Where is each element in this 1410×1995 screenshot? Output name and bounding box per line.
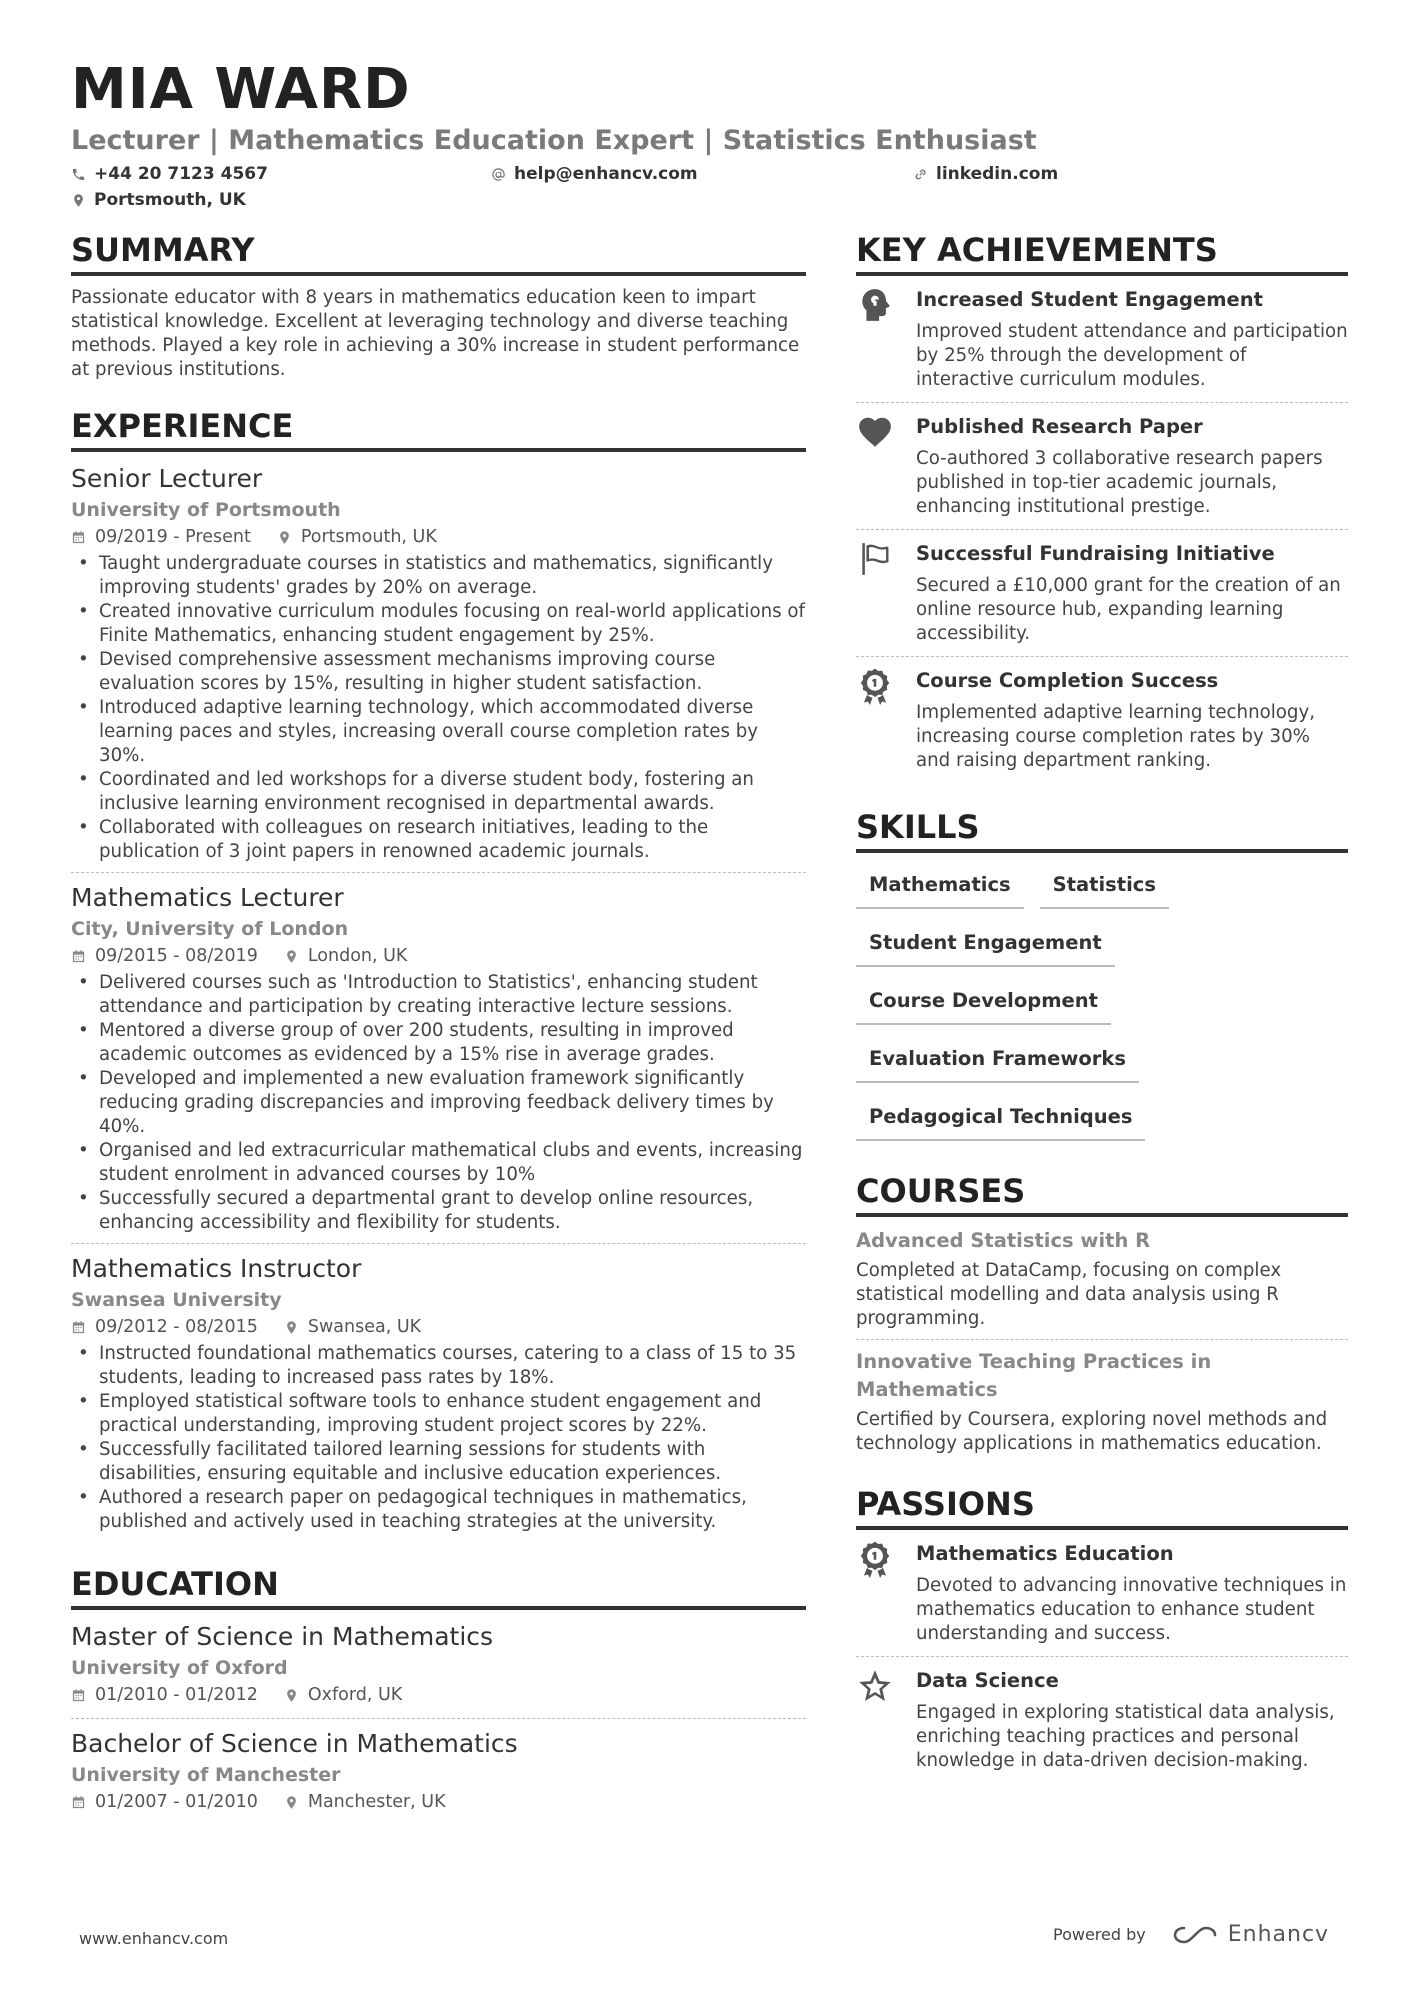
skills-list bbox=[856, 863, 1348, 1141]
achievement-desc: Improved student attendance and participation by 25% through the development of interactive curriculum modules. bbox=[916, 321, 1348, 390]
job-dates bbox=[71, 1314, 258, 1340]
passion-title: Data Science bbox=[916, 1669, 1059, 1692]
passion-desc: Devoted to advancing innovative techniques in mathematics education to enhance student understanding and success. bbox=[916, 1575, 1347, 1644]
bullet-item: • Devised comprehensive assessment mechanisms improving course evaluation scores by 15%, resulting in higher student satisfaction. bbox=[71, 648, 806, 696]
bullet-item: • Developed and implemented a new evaluation framework significantly reducing grading discrepancies and improving feedback delivery times by 40%. bbox=[71, 1067, 806, 1139]
education-location-text: Oxford, UK bbox=[307, 1685, 403, 1705]
passion-item bbox=[856, 1657, 1348, 1783]
summary-section bbox=[71, 228, 806, 382]
course-title: Innovative Teaching Practices in Mathematics bbox=[856, 1350, 1212, 1401]
bullet-item: • Employed statistical software tools to enhance student engagement and practical understanding, improving student project scores by 22%. bbox=[71, 1390, 806, 1438]
skill-tag: Student Engagement bbox=[856, 925, 1115, 967]
achievement-title: Successful Fundraising Initiative bbox=[916, 542, 1275, 565]
skill-tag: Mathematics bbox=[856, 867, 1024, 909]
job-role: Senior Lecturer bbox=[71, 464, 263, 493]
calendar-icon bbox=[71, 530, 86, 545]
skill-tag: Evaluation Frameworks bbox=[856, 1041, 1139, 1083]
bullet-item: • Created innovative curriculum modules focusing on real-world applications of Finite Mathematics, enhancing student engagement by 25%. bbox=[71, 600, 806, 648]
achievement-item bbox=[856, 530, 1348, 657]
passion-item bbox=[856, 1530, 1348, 1657]
job-meta bbox=[71, 524, 806, 550]
job-dates-text: 09/2019 - Present bbox=[95, 527, 251, 547]
job-bullets bbox=[71, 971, 806, 1235]
email-text: help@enhancv.com bbox=[514, 164, 698, 184]
summary-text: Passionate educator with 8 years in mathematics education keen to impart statistical knowledge. Excellent at leveraging technology and diverse teaching methods. Played a key role in achieving a 30% increase in student performance at previous institutions. bbox=[71, 287, 800, 380]
job-location bbox=[277, 524, 437, 550]
right-column bbox=[856, 228, 1348, 1783]
bullet-item: • Organised and led extracurricular mathematical clubs and events, increasing student enrolment in advanced courses by 10% bbox=[71, 1139, 806, 1187]
location-contact bbox=[71, 188, 246, 212]
education-dates-text: 01/2007 - 01/2010 bbox=[95, 1792, 258, 1812]
phone-icon bbox=[71, 167, 86, 182]
bullet-item: • Successfully secured a departmental grant to develop online resources, enhancing accessibility and flexibility for students. bbox=[71, 1187, 806, 1235]
summary-heading: SUMMARY bbox=[71, 228, 806, 276]
website-text: linkedin.com bbox=[936, 164, 1059, 184]
experience-heading: EXPERIENCE bbox=[71, 404, 806, 452]
courses-section bbox=[856, 1169, 1348, 1464]
award-icon bbox=[856, 667, 916, 773]
job-role: Mathematics Lecturer bbox=[71, 883, 344, 912]
footer-website[interactable]: www.enhancv.com bbox=[79, 1929, 229, 1948]
bullet-item: • Collaborated with colleagues on research initiatives, leading to the publication of 3 joint papers in renowned academic journals. bbox=[71, 816, 806, 864]
candidate-name: MIA WARD bbox=[71, 57, 411, 122]
passion-desc: Engaged in exploring statistical data analysis, enriching teaching practices and personal knowledge in data-driven decision-making. bbox=[916, 1702, 1335, 1771]
location-pin-icon bbox=[284, 1320, 299, 1335]
link-icon bbox=[913, 167, 928, 182]
education-dates bbox=[71, 1789, 258, 1815]
job-bullets bbox=[71, 1342, 806, 1534]
heart-icon bbox=[856, 413, 916, 519]
achievement-item bbox=[856, 403, 1348, 530]
education-item bbox=[71, 1727, 806, 1825]
location-pin-icon bbox=[277, 530, 292, 545]
job-location-text: Swansea, UK bbox=[307, 1317, 422, 1337]
course-desc: Certified by Coursera, exploring novel methods and technology applications in mathematics education. bbox=[856, 1409, 1328, 1454]
experience-item bbox=[71, 881, 806, 1244]
location-pin-icon bbox=[284, 1688, 299, 1703]
at-icon bbox=[491, 167, 506, 182]
bullet-item: • Delivered courses such as 'Introduction to Statistics', enhancing student attendance and participation by creating interactive lecture sessions. bbox=[71, 971, 806, 1019]
education-dates bbox=[71, 1682, 258, 1708]
education-heading: EDUCATION bbox=[71, 1562, 806, 1610]
job-meta bbox=[71, 943, 806, 969]
degree-name: Bachelor of Science in Mathematics bbox=[71, 1729, 518, 1758]
experience-item bbox=[71, 1252, 806, 1542]
achievement-desc: Implemented adaptive learning technology, increasing course completion rates by 30% and raising department ranking. bbox=[916, 702, 1315, 771]
bullet-item: • Instructed foundational mathematics courses, catering to a class of 15 to 35 students, leading to increased pass rates by 18%. bbox=[71, 1342, 806, 1390]
calendar-icon bbox=[71, 1795, 86, 1810]
location-text: Portsmouth, UK bbox=[94, 190, 246, 210]
job-dates-text: 09/2012 - 08/2015 bbox=[95, 1317, 258, 1337]
course-desc: Completed at DataCamp, focusing on complex statistical modelling and data analysis using R programming. bbox=[856, 1260, 1282, 1329]
achievement-item bbox=[856, 657, 1348, 783]
star-icon bbox=[856, 1667, 916, 1773]
experience-item bbox=[71, 462, 806, 873]
resume-header bbox=[71, 54, 1351, 214]
job-location-text: Portsmouth, UK bbox=[300, 527, 437, 547]
achievement-desc: Secured a £10,000 grant for the creation of an online resource hub, expanding learning accessibility. bbox=[916, 575, 1341, 644]
experience-section bbox=[71, 404, 806, 1542]
footer-branding bbox=[1053, 1922, 1329, 1947]
job-meta bbox=[71, 1314, 806, 1340]
candidate-title: Lecturer | Mathematics Education Expert | Statistics Enthusiast bbox=[71, 125, 1037, 156]
school-name: University of Manchester bbox=[71, 1764, 341, 1786]
job-organization: City, University of London bbox=[71, 918, 349, 940]
skill-tag: Statistics bbox=[1040, 867, 1169, 909]
job-bullets bbox=[71, 552, 806, 864]
location-pin-icon bbox=[284, 1795, 299, 1810]
education-meta bbox=[71, 1682, 806, 1708]
bullet-item: • Authored a research paper on pedagogical techniques in mathematics, published and actively used in teaching strategies at the university. bbox=[71, 1486, 806, 1534]
bullet-item: • Successfully facilitated tailored learning sessions for students with disabilities, ensuring equitable and inclusive education experiences. bbox=[71, 1438, 806, 1486]
skill-tag: Course Development bbox=[856, 983, 1111, 1025]
location-pin-icon bbox=[71, 193, 86, 208]
award-icon bbox=[856, 1540, 916, 1646]
calendar-icon bbox=[71, 1320, 86, 1335]
skills-section bbox=[856, 805, 1348, 1141]
calendar-icon bbox=[71, 949, 86, 964]
brand-logo[interactable] bbox=[1172, 1922, 1329, 1947]
course-item bbox=[856, 1348, 1348, 1464]
education-location bbox=[284, 1789, 446, 1815]
degree-name: Master of Science in Mathematics bbox=[71, 1622, 494, 1651]
skills-heading: SKILLS bbox=[856, 805, 1348, 853]
job-location-text: London, UK bbox=[307, 946, 408, 966]
achievements-heading: KEY ACHIEVEMENTS bbox=[856, 228, 1348, 276]
website-contact[interactable] bbox=[913, 162, 1058, 186]
brand-name: Enhancv bbox=[1227, 1922, 1330, 1947]
achievement-title: Increased Student Engagement bbox=[916, 288, 1263, 311]
achievement-title: Course Completion Success bbox=[916, 669, 1219, 692]
phone-contact[interactable] bbox=[71, 162, 268, 186]
bullet-item: • Introduced adaptive learning technology, which accommodated diverse learning paces and styles, increasing overall course completion rates by 30%. bbox=[71, 696, 806, 768]
contact-info bbox=[71, 162, 1351, 214]
skill-tag: Pedagogical Techniques bbox=[856, 1099, 1145, 1141]
calendar-icon bbox=[71, 1688, 86, 1703]
course-item bbox=[856, 1227, 1348, 1340]
education-dates-text: 01/2010 - 01/2012 bbox=[95, 1685, 258, 1705]
infinity-logo-icon bbox=[1172, 1924, 1218, 1946]
left-column bbox=[71, 228, 806, 1833]
education-item bbox=[71, 1620, 806, 1719]
education-meta bbox=[71, 1789, 806, 1815]
job-location bbox=[284, 1314, 421, 1340]
courses-heading: COURSES bbox=[856, 1169, 1348, 1217]
achievement-title: Published Research Paper bbox=[916, 415, 1203, 438]
achievements-section bbox=[856, 228, 1348, 783]
bullet-item: • Taught undergraduate courses in statistics and mathematics, significantly improving students' grades by 20% on average. bbox=[71, 552, 806, 600]
achievement-item bbox=[856, 276, 1348, 403]
course-title: Advanced Statistics with R bbox=[856, 1229, 1151, 1252]
job-organization: Swansea University bbox=[71, 1289, 282, 1311]
head-icon bbox=[856, 286, 916, 392]
bullet-item: • Mentored a diverse group of over 200 students, resulting in improved academic outcomes as evidenced by a 15% rise in average grades. bbox=[71, 1019, 806, 1067]
job-organization: University of Portsmouth bbox=[71, 499, 341, 521]
powered-by-label: Powered by bbox=[1053, 1925, 1146, 1944]
job-location bbox=[284, 943, 408, 969]
education-section bbox=[71, 1562, 806, 1825]
bullet-item: • Coordinated and led workshops for a diverse student body, fostering an inclusive learning environment recognised in departmental awards. bbox=[71, 768, 806, 816]
location-pin-icon bbox=[284, 949, 299, 964]
job-dates-text: 09/2015 - 08/2019 bbox=[95, 946, 258, 966]
passions-section bbox=[856, 1482, 1348, 1783]
education-location bbox=[284, 1682, 402, 1708]
flag-icon bbox=[856, 540, 916, 646]
achievement-desc: Co-authored 3 collaborative research papers published in top-tier academic journals, enhancing institutional prestige. bbox=[916, 448, 1323, 517]
school-name: University of Oxford bbox=[71, 1657, 288, 1679]
email-contact[interactable] bbox=[491, 162, 698, 186]
job-dates bbox=[71, 524, 251, 550]
job-role: Mathematics Instructor bbox=[71, 1254, 362, 1283]
education-location-text: Manchester, UK bbox=[307, 1792, 446, 1812]
job-dates bbox=[71, 943, 258, 969]
passions-heading: PASSIONS bbox=[856, 1482, 1348, 1530]
passion-title: Mathematics Education bbox=[916, 1542, 1174, 1565]
phone-text: +44 20 7123 4567 bbox=[94, 164, 268, 184]
